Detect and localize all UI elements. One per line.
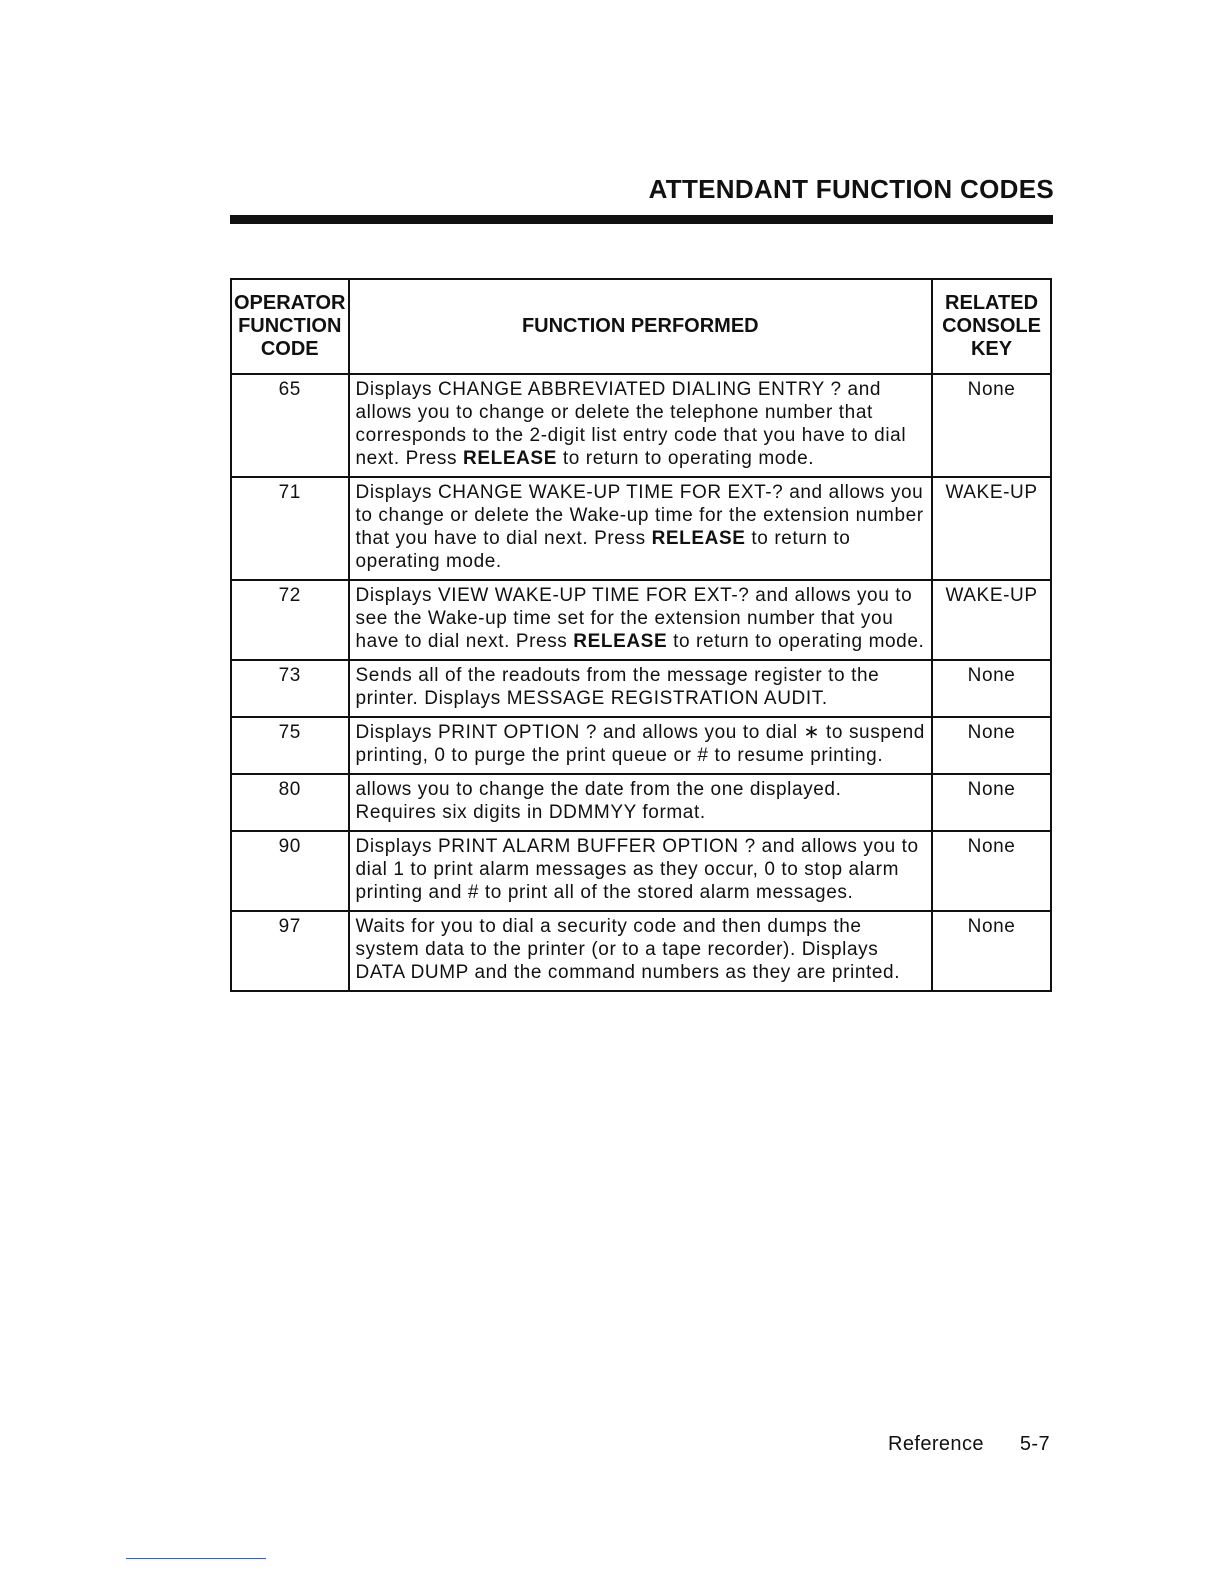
console-key: WAKE-UP [932, 477, 1051, 580]
header-key-line: RELATED [945, 292, 1039, 314]
title-rule [230, 215, 1053, 224]
description-text: to return to operating mode. [556, 448, 815, 469]
function-code: 75 [231, 717, 349, 774]
function-description [349, 774, 933, 831]
footer-section: Reference [888, 1433, 984, 1455]
console-key: None [932, 911, 1051, 991]
function-code: 90 [231, 831, 349, 911]
description-text: allows you to change the date from the one displayed. Requires six digits in DDMMYY format. [355, 779, 842, 823]
page-title: ATTENDANT FUNCTION CODES [648, 174, 1054, 204]
function-code: 72 [231, 580, 349, 660]
header-code-line: FUNCTION [238, 315, 342, 337]
description-text: Displays VIEW WAKE-UP TIME FOR EXT-? and allows you to see the Wake-up time set for the extension number that you have to dial next. Press [355, 585, 913, 652]
description-text: Waits for you to dial a security code and then dumps the system data to the printer (or to a tape recorder). Displays DATA DUMP and the command numbers as they are printed. [355, 916, 901, 983]
description-text: Displays PRINT OPTION ? and allows you to dial ∗ to suspend printing, 0 to purge the print queue or # to resume printing. [355, 722, 925, 766]
function-code: 97 [231, 911, 349, 991]
function-description [349, 580, 933, 660]
key-name-text: RELEASE [463, 448, 557, 469]
table-row [231, 477, 1051, 580]
table-row [231, 660, 1051, 717]
function-description [349, 831, 933, 911]
key-name-text: RELEASE [651, 528, 746, 549]
page-footer [888, 1433, 1050, 1456]
function-code: 73 [231, 660, 349, 717]
description-text: to return to operating mode. [355, 528, 851, 572]
console-key: None [932, 831, 1051, 911]
header-code-line: CODE [260, 338, 319, 360]
header-operator-function-code [231, 279, 349, 374]
function-code: 80 [231, 774, 349, 831]
function-code: 71 [231, 477, 349, 580]
console-key: WAKE-UP [932, 580, 1051, 660]
function-description [349, 911, 933, 991]
header-key-line: CONSOLE [942, 315, 1041, 337]
console-key: None [932, 374, 1051, 477]
bottom-rule [126, 1558, 266, 1559]
header-key-line: KEY [970, 338, 1013, 360]
table-row [231, 717, 1051, 774]
function-description [349, 374, 933, 477]
function-description [349, 660, 933, 717]
function-description [349, 717, 933, 774]
header-function-performed: FUNCTION PERFORMED [349, 279, 933, 374]
function-code: 65 [231, 374, 349, 477]
header-code-line: OPERATOR [234, 292, 346, 314]
table-row [231, 774, 1051, 831]
table-row [231, 374, 1051, 477]
table-header-row [231, 279, 1051, 374]
function-description [349, 477, 933, 580]
console-key: None [932, 717, 1051, 774]
console-key: None [932, 660, 1051, 717]
description-text: Displays PRINT ALARM BUFFER OPTION ? and allows you to dial 1 to print alarm messages as they occur, 0 to stop alarm printing and # to print all of the stored alarm messages. [355, 836, 919, 903]
footer-page-number: 5-7 [1019, 1433, 1050, 1455]
description-text: to return to operating mode. [667, 631, 925, 652]
description-text: Displays CHANGE WAKE-UP TIME FOR EXT-? and allows you to change or delete the Wake-up time for the extension number that you have to dial next. Press [355, 482, 924, 549]
function-codes-table [230, 278, 1052, 992]
header-related-console-key [932, 279, 1051, 374]
table-body [231, 374, 1051, 991]
table-row [231, 580, 1051, 660]
description-text: Displays CHANGE ABBREVIATED DIALING ENTRY ? and allows you to change or delete the telephone number that corresponds to the 2-digit list entry code that you have to dial next. Press [355, 379, 907, 469]
description-text: Sends all of the readouts from the message register to the printer. Displays MESSAGE REGISTRATION AUDIT. [355, 665, 880, 709]
table-row [231, 911, 1051, 991]
console-key: None [932, 774, 1051, 831]
key-name-text: RELEASE [573, 631, 668, 652]
table-row [231, 831, 1051, 911]
